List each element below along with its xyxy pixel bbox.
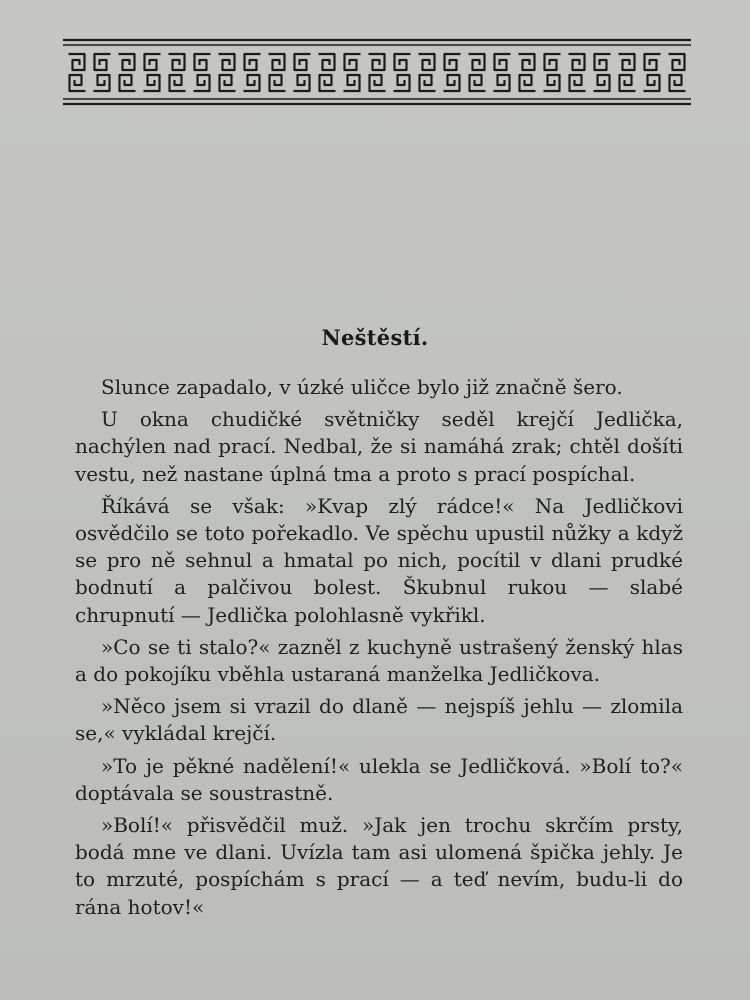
paragraph: »Něco jsem si vrazil do dlaně — nejspíš jehlu — zlomila se,« vykládal krejčí. [75,694,683,746]
paragraph: U okna chudičké světničky seděl krejčí Jedlička, nachýlen nad prací. Nedbal, že si namáhá zrak; chtěl došíti vestu, než nastane úplná tma a proto s prací pospíchal. [75,407,683,486]
ornamental-border-icon [63,38,691,106]
paragraph: Říkává se však: »Kvap zlý rádce!« Na Jedličkovi osvědčilo se toto pořekadlo. Ve spěchu upustil nůžky a když se pro ně sehnul a hmatal po nich, pocítil v dlani prudké bodnutí a palčivou bolest. Škubnul rukou — slabé chrupnutí — Jedlička polohlasně vykřikl. [75,493,683,627]
paragraph: »Bolí!« přisvědčil muž. »Jak jen trochu skrčím prsty, bodá mne ve dlani. Uvízla tam asi ulomená špička jehly. Je to mrzuté, pospíchám s prací — a teď nevím, budu-li do rána hotov!« [75,813,683,919]
body-text [75,374,683,926]
paragraph: »To je pěkné nadělení!« ulekla se Jedličková. »Bolí to?« doptávala se soustrastně. [75,753,683,805]
paragraph: »Co se ti stalo?« zazněl z kuchyně ustrašený ženský hlas a do pokojíku vběhla ustaraná manželka Jedličkova. [75,634,683,687]
paragraph: Slunce zapadalo, v úzké uličce bylo již značně šero. [101,375,623,399]
chapter-title: Neštěstí. [321,325,429,350]
